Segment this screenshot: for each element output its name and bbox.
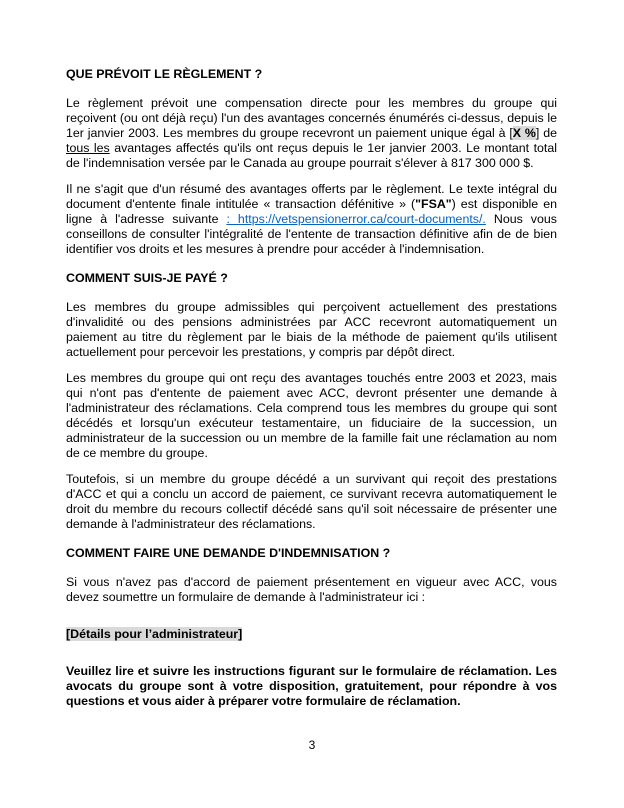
text-run: ] de bbox=[535, 126, 557, 140]
fsa-abbreviation: "FSA" bbox=[415, 197, 452, 211]
admin-details-line bbox=[66, 627, 557, 642]
document-content bbox=[66, 67, 557, 709]
paragraph-survivant: Toutefois, si un membre du groupe décédé a un survivant qui reçoit des prestations d'ACC et qui a conclu un accord de paiement, ce survivant recevra automatiquement le droit du membre du recours collectif décédé sans qu'il soit nécessaire de présenter une demande à l'administrateur des réclamations. bbox=[66, 472, 557, 531]
paragraph-formulaire-demande: Si vous n'avez pas d'accord de paiement présentement en vigueur avec ACC, vous devez soumettre un formulaire de demande à l'administrateur ici : bbox=[66, 575, 557, 604]
page-number: 3 bbox=[308, 738, 316, 752]
heading-que-prevoit-le-reglement: QUE PRÉVOIT LE RÈGLEMENT ? bbox=[66, 67, 263, 81]
text-run: avantages affectés qu'ils ont reçus depuis le 1er janvier 2003. Le montant total de l'indemnisation versée par le Canada au groupe pourrait s'élever à 817 300 000 $. bbox=[66, 141, 557, 170]
paragraph-resume-fsa bbox=[66, 182, 557, 257]
paragraph-demande-administrateur: Les membres du groupe qui ont reçu des avantages touchés entre 2003 et 2023, mais qui n'ont pas d'entente de paiement avec ACC, devront présenter une demande à l'administrateur des réclamations. Cela comprend tous les membres du groupe qui sont décédés et lorsqu'un exécuteur testamentaire, un fiduciaire de la succession, un administrateur de la succession ou un membre de la famille fait une réclamation au nom de ce membre du groupe. bbox=[66, 371, 557, 460]
court-documents-link[interactable]: : https://vetspensionerror.ca/court-documents/. bbox=[226, 212, 486, 226]
x-percent-placeholder: X % bbox=[512, 126, 536, 140]
paragraph-instructions-bold: Veuillez lire et suivre les instructions figurant sur le formulaire de réclamation. Les avocats du groupe sont à votre disposition, gratuitement, pour répondre à vos questions et vous aider à préparer votre formulaire de réclamation. bbox=[66, 664, 557, 708]
paragraph-paiement-automatique: Les membres du groupe admissibles qui perçoivent actuellement des prestations d'invalidité ou des pensions administrées par ACC recevront automatiquement un paiement au titre du règlement par le biais de la méthode de paiement qu'ils utilisent actuellement pour percevoir les prestations, y compris par dépôt direct. bbox=[66, 300, 557, 359]
text-run: Nous vous conseillons de consulter l'intégralité de l'entente de transaction définitive afin de de bien identifier vos droits et les mesures à prendre pour accéder à l'indemnisation. bbox=[66, 212, 557, 256]
heading-comment-faire-demande: COMMENT FAIRE UNE DEMANDE D'INDEMNISATION ? bbox=[66, 546, 391, 560]
text-run: ) est disponible en ligne à l'adresse suivante bbox=[66, 197, 557, 226]
text-run: Il ne s'agit que d'un résumé des avantages offerts par le règlement. Le texte intégral du document d'entente finale intitulée « transaction défénitive » ( bbox=[66, 182, 557, 211]
paragraph-compensation bbox=[66, 96, 557, 171]
underlined-phrase: tous les bbox=[66, 141, 110, 155]
admin-details-placeholder: [Détails pour l’administrateur] bbox=[66, 627, 243, 641]
text-run: Le règlement prévoit une compensation directe pour les membres du groupe qui reçoivent (ou ont déjà reçu) l'un des avantages concernés énumérés ci-dessus, depuis le 1er janvier 2003. Les membres du groupe recevront un paiement unique égal à [ bbox=[66, 96, 557, 140]
heading-comment-suis-je-paye: COMMENT SUIS-JE PAYÉ ? bbox=[66, 271, 228, 285]
